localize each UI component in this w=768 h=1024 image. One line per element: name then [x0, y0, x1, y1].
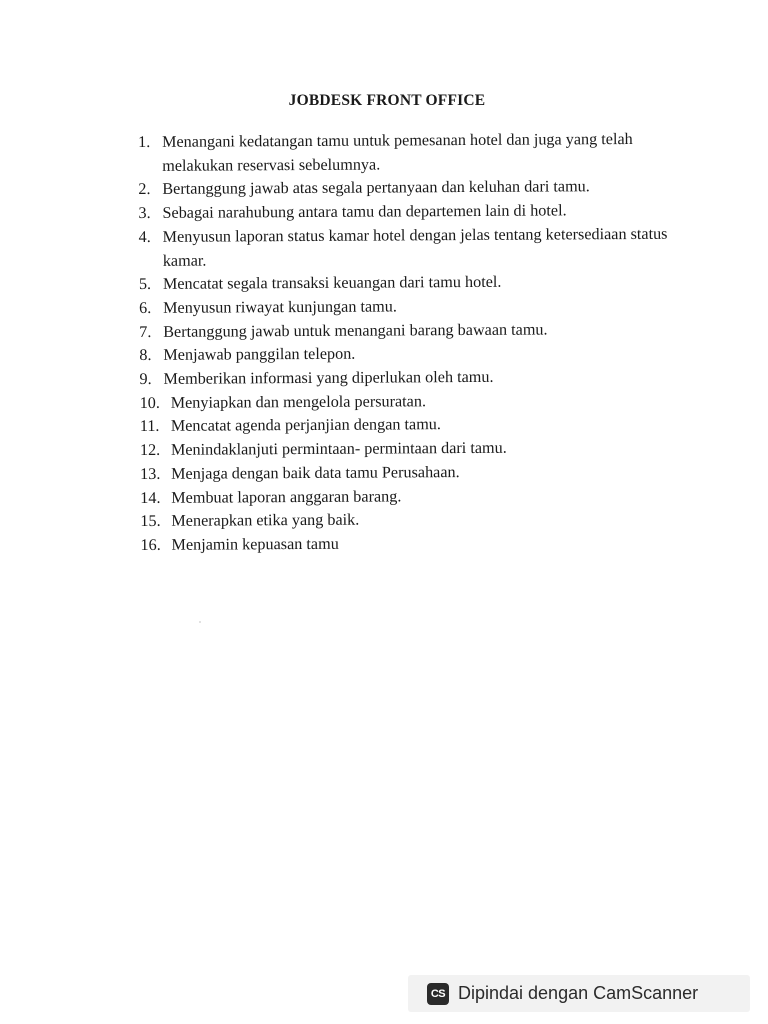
- list-item-number: 13.: [140, 464, 161, 483]
- list-item-text: Mencatat segala transaksi keuangan dari tamu hotel.: [162, 273, 502, 294]
- list-item-text: Menindaklanjuti permintaan- permintaan dari tamu.: [170, 438, 507, 459]
- watermark-text: Dipindai dengan CamScanner: [458, 983, 699, 1003]
- list-item: [138, 199, 698, 226]
- camscanner-watermark: [408, 975, 750, 1012]
- list-item-number: 11.: [139, 417, 160, 436]
- list-item-number: 10.: [139, 393, 160, 412]
- list-item-number: 14.: [140, 488, 161, 507]
- list-item: [140, 507, 700, 534]
- list-item: [139, 341, 699, 368]
- list-item-text: Mencatat agenda perjanjian dengan tamu.: [170, 415, 441, 436]
- list-item-number: 3.: [138, 204, 151, 223]
- list-item-text: Menyusun laporan status kamar hotel dengan jelas tentang ketersediaan status kamar.: [162, 224, 668, 270]
- list-item-number: 8.: [139, 346, 152, 365]
- list-item-text: Bertanggung jawab atas segala pertanyaan dan keluhan dari tamu.: [162, 177, 590, 199]
- list-item-text: Menyiapkan dan mengelola persuratan.: [170, 391, 427, 412]
- list-item-text: Menjamin kepuasan tamu: [171, 534, 339, 554]
- list-item-number: 1.: [138, 132, 151, 151]
- list-item-text: Menangani kedatangan tamu untuk pemesanan hotel dan juga yang telah melakukan reservasi sebelumnya.: [162, 129, 633, 175]
- list-item: [140, 412, 700, 439]
- jobdesk-list: [138, 128, 701, 558]
- list-item: [139, 270, 699, 297]
- list-item-number: 12.: [139, 441, 161, 460]
- list-item-number: 4.: [138, 227, 151, 246]
- camscanner-logo-icon: CS: [427, 983, 449, 1005]
- scan-speck: [199, 621, 201, 623]
- list-item-text: Menyusun riwayat kunjungan tamu.: [163, 297, 397, 317]
- list-item-number: 2.: [138, 180, 151, 199]
- list-item: [140, 459, 700, 486]
- list-item-number: 7.: [139, 322, 152, 341]
- list-item: [140, 436, 700, 463]
- list-item-number: 6.: [139, 298, 152, 317]
- document-title: JOBDESK FRONT OFFICE: [288, 92, 486, 109]
- list-item-text: Memberikan informasi yang diperlukan oleh tamu.: [163, 367, 494, 388]
- list-item: [139, 222, 699, 273]
- list-item-text: Sebagai narahubung antara tamu dan departemen lain di hotel.: [162, 201, 567, 222]
- list-item-text: Menerapkan etika yang baik.: [171, 510, 360, 531]
- list-item-text: Menjawab panggilan telepon.: [163, 345, 356, 365]
- list-item-number: 15.: [140, 512, 161, 531]
- list-item: [140, 483, 700, 510]
- list-item: [140, 531, 700, 558]
- list-item-text: Membuat laporan anggaran barang.: [171, 486, 402, 507]
- list-item-number: 9.: [139, 369, 152, 389]
- list-item: [138, 128, 698, 179]
- list-item-text: Bertanggung jawab untuk menangani barang bawaan tamu.: [163, 320, 548, 341]
- list-item-number: 5.: [138, 275, 152, 294]
- list-item: [138, 175, 698, 202]
- list-item-number: 16.: [140, 535, 161, 554]
- list-item: [139, 317, 699, 344]
- list-item-text: Menjaga dengan baik data tamu Perusahaan.: [171, 462, 460, 483]
- list-item: [139, 293, 699, 320]
- list-item: [139, 365, 699, 392]
- list-item: [140, 388, 700, 415]
